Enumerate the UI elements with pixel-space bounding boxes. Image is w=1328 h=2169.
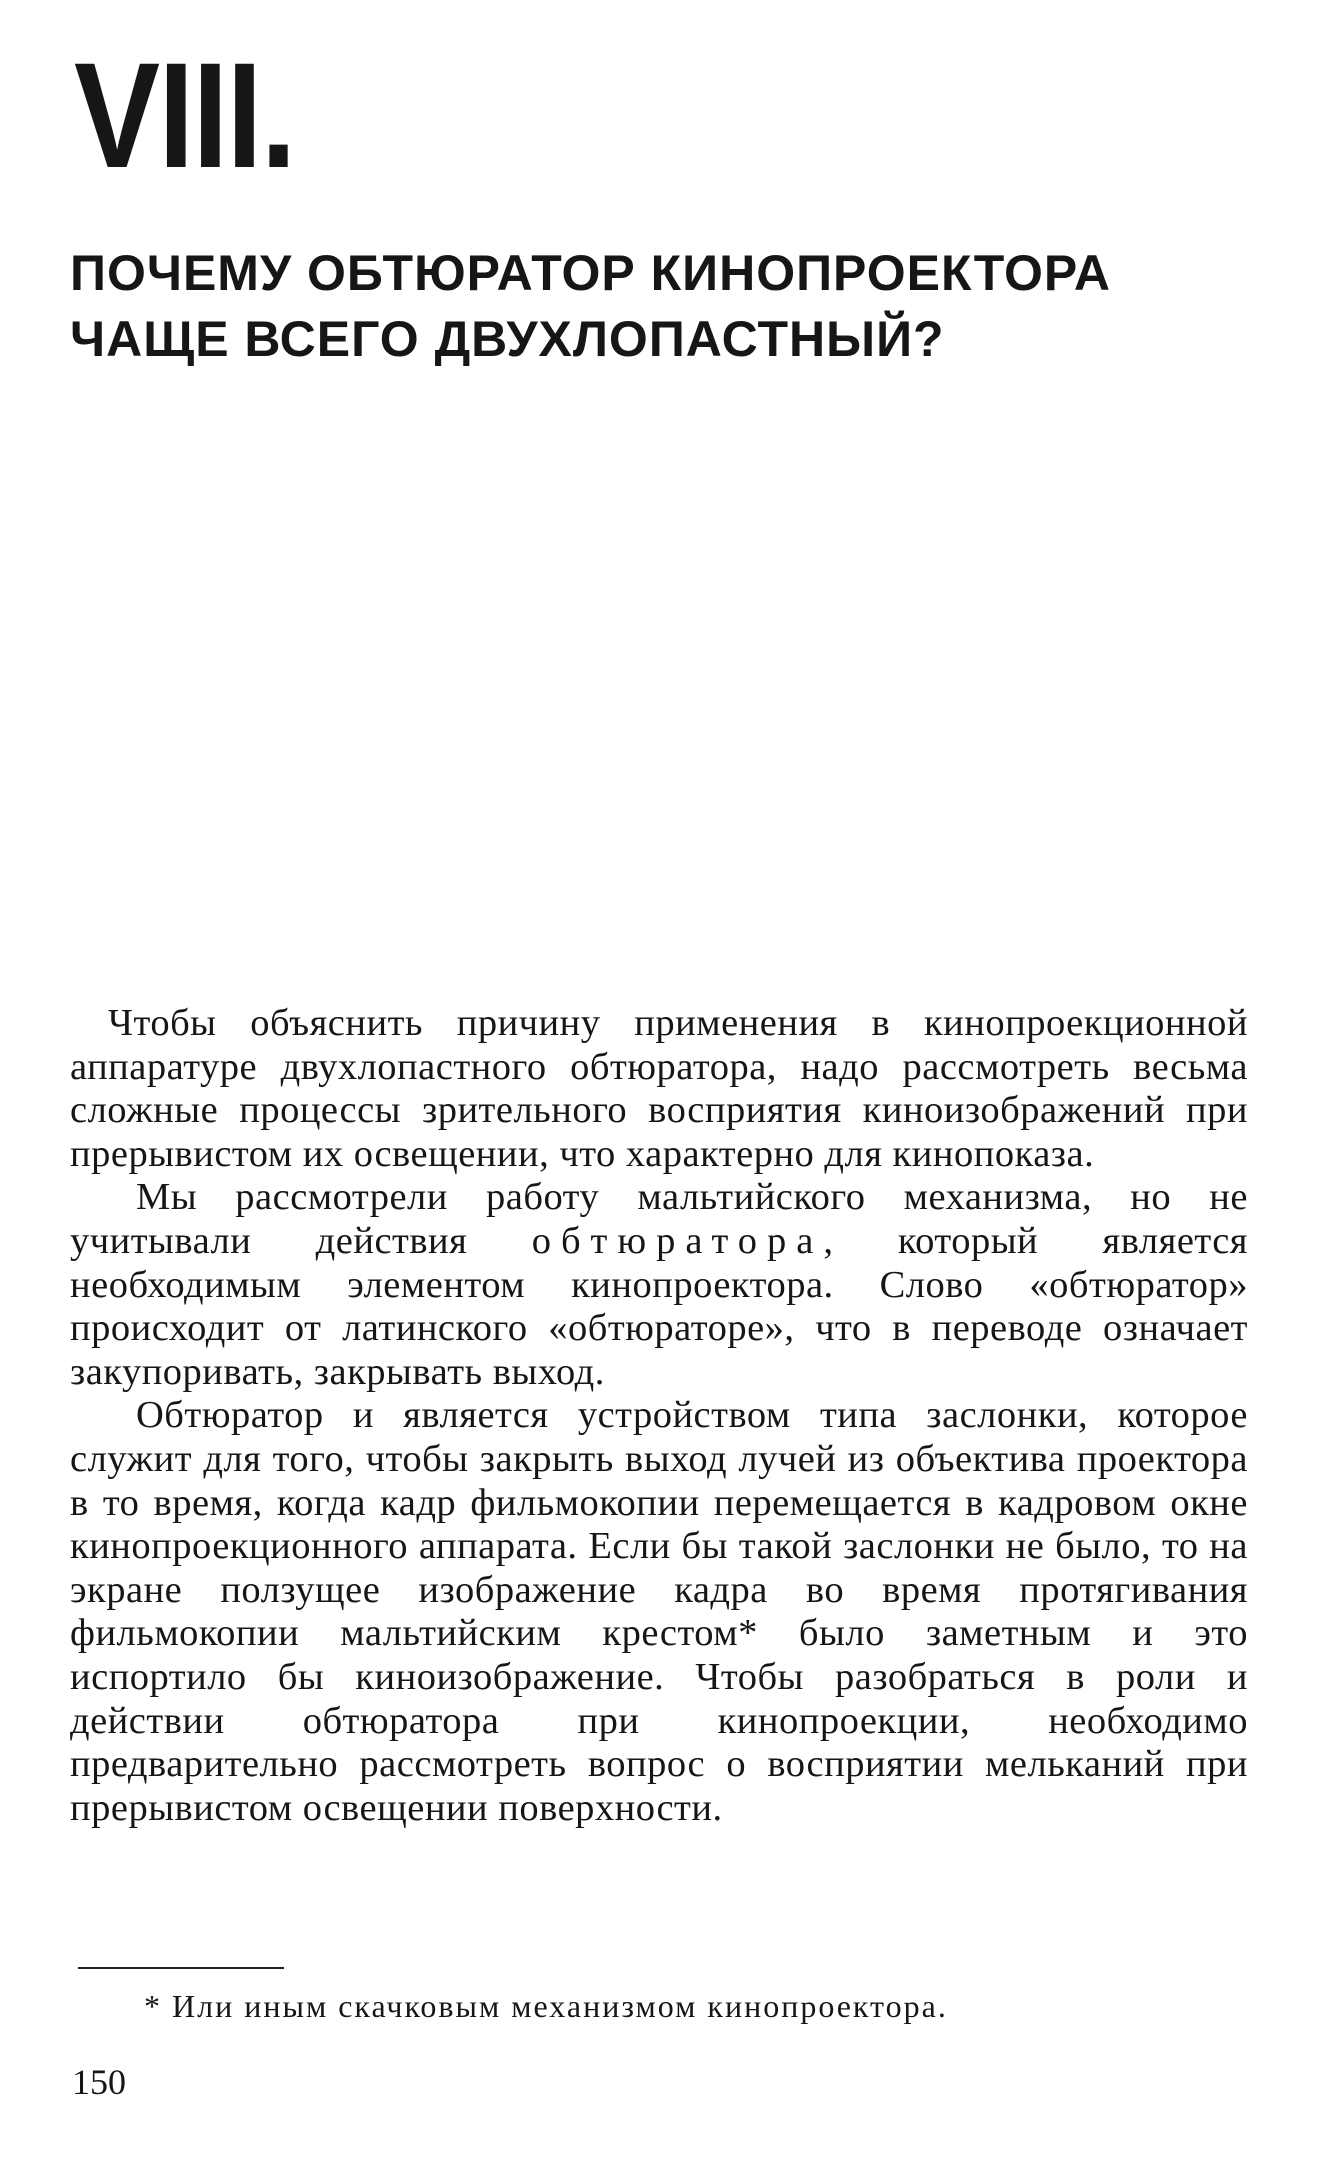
footnote-divider — [78, 1967, 284, 1969]
body-text — [70, 1002, 1248, 1830]
paragraph-2-end: , который является необходимым элементом кинопроектора. Слово «обтюратор» происходит от латинского «обтюраторе», что в переводе означает закупоривать, закрывать выход. — [70, 1219, 1248, 1393]
chapter-title — [70, 240, 1170, 372]
chapter-title-line-1: ПОЧЕМУ ОБТЮРАТОР КИНОПРОЕКТОРА — [70, 245, 1111, 301]
chapter-number: VIII. — [74, 31, 295, 199]
footnote: * Или иным скачковым механизмом кинопроектора. — [144, 1988, 948, 2024]
chapter-title-line-2: ЧАЩЕ ВСЕГО ДВУХЛОПАСТНЫЙ? — [70, 311, 945, 367]
emphasized-term: обтюратора — [531, 1219, 824, 1262]
paragraph-2 — [70, 1176, 1248, 1394]
page-number: 150 — [72, 2062, 126, 2102]
paragraph-2-start: Мы рассмотрели работу мальтийского механизма, но не учитывали действия — [70, 1176, 1248, 1262]
paragraph-1: Чтобы объяснить причину применения в кинопроекционной аппаратуре двухлопастного обтюратора, надо рассмотреть весьма сложные процессы зрительного восприятия киноизображений при прерывистом их освещении, что характерно для кинопоказа. — [70, 1002, 1248, 1175]
paragraph-3: Обтюратор и является устройством типа заслонки, которое служит для того, чтобы закрыть выход лучей из объектива проектора в то время, когда кадр фильмокопии перемещается в кадровом окне кинопроекционного аппарата. Если бы такой заслонки не было, то на экране ползущее изображение кадра во время протягивания фильмокопии мальтийским крестом* было заметным и это испортило бы киноизображение. Чтобы разобраться в роли и действии обтюратора при кинопроекции, необходимо предварительно рассмотреть вопрос о восприятии мельканий при прерывистом освещении поверхности. — [70, 1394, 1248, 1829]
